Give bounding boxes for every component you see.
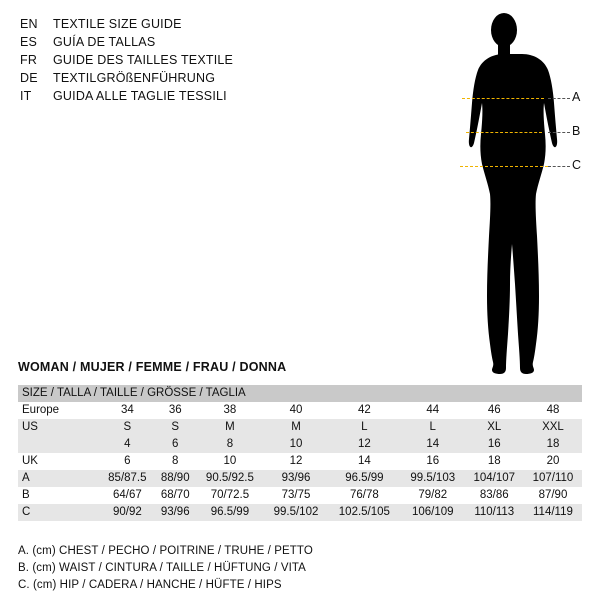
language-title: GUIDE DES TAILLES TEXTILE (53, 53, 234, 67)
table-cell: 6 (155, 436, 196, 453)
waist-leader-line (548, 132, 570, 133)
table-cell: 36 (155, 402, 196, 419)
language-row (20, 35, 280, 53)
table-cell: 93/96 (264, 470, 328, 487)
table-cell: M (264, 419, 328, 436)
language-title-list (20, 17, 280, 107)
table-cell: 34 (100, 402, 155, 419)
table-cell: 46 (465, 402, 524, 419)
row-label (18, 436, 100, 453)
marker-label-a: A (572, 90, 581, 104)
row-label: C (18, 504, 100, 521)
table-cell: 93/96 (155, 504, 196, 521)
table-cell: M (196, 419, 264, 436)
table-cell: 42 (328, 402, 401, 419)
language-code: DE (20, 71, 38, 85)
row-label: US (18, 419, 100, 436)
language-row (20, 53, 280, 71)
table-row (18, 453, 582, 470)
waist-measure-line (466, 132, 542, 133)
table-cell: 90.5/92.5 (196, 470, 264, 487)
row-label: A (18, 470, 100, 487)
table-caption: WOMAN / MUJER / FEMME / FRAU / DONNA (18, 360, 287, 374)
table-cell: 107/110 (524, 470, 582, 487)
table-row (18, 402, 582, 419)
table-cell: 85/87.5 (100, 470, 155, 487)
table-cell: 88/90 (155, 470, 196, 487)
table-cell: 4 (100, 436, 155, 453)
table-cell: 12 (264, 453, 328, 470)
table-cell: 104/107 (465, 470, 524, 487)
table-row (18, 436, 582, 453)
table-cell: L (328, 419, 401, 436)
legend-line-b: B. (cm) WAIST / CINTURA / TAILLE / HÜFTUNG / VITA (18, 562, 306, 574)
language-row (20, 89, 280, 107)
table-cell: 40 (264, 402, 328, 419)
table-cell: S (155, 419, 196, 436)
language-title: TEXTILE SIZE GUIDE (53, 17, 182, 31)
legend-line-c: C. (cm) HIP / CADERA / HANCHE / HÜFTE / HIPS (18, 579, 282, 591)
table-cell: L (401, 419, 465, 436)
table-cell: 102.5/105 (328, 504, 401, 521)
table-cell: 87/90 (524, 487, 582, 504)
table-cell: 73/75 (264, 487, 328, 504)
table-header-row (18, 385, 582, 402)
table-cell: 20 (524, 453, 582, 470)
table-cell: 96.5/99 (328, 470, 401, 487)
table-cell: 12 (328, 436, 401, 453)
row-label: B (18, 487, 100, 504)
table-cell: 79/82 (401, 487, 465, 504)
language-row (20, 71, 280, 89)
chest-measure-line (462, 98, 544, 99)
table-cell: 96.5/99 (196, 504, 264, 521)
table-row (18, 470, 582, 487)
table-cell: 10 (264, 436, 328, 453)
table-cell: 18 (465, 453, 524, 470)
table-cell: 48 (524, 402, 582, 419)
table-cell: 114/119 (524, 504, 582, 521)
table-cell: 64/67 (100, 487, 155, 504)
legend-line-a: A. (cm) CHEST / PECHO / POITRINE / TRUHE / PETTO (18, 545, 313, 557)
language-title: TEXTILGRÖßENFÜHRUNG (53, 71, 216, 85)
table-row (18, 504, 582, 521)
table-cell: 99.5/102 (264, 504, 328, 521)
table-cell: 90/92 (100, 504, 155, 521)
table-cell: S (100, 419, 155, 436)
language-code: IT (20, 89, 32, 103)
table-cell: XL (465, 419, 524, 436)
language-code: ES (20, 35, 38, 49)
table-cell: 16 (465, 436, 524, 453)
table-cell: 16 (401, 453, 465, 470)
table-cell: 10 (196, 453, 264, 470)
language-title: GUIDA ALLE TAGLIE TESSILI (53, 89, 227, 103)
female-silhouette-icon (430, 8, 590, 378)
row-label: Europe (18, 402, 100, 419)
language-title: GUÍA DE TALLAS (53, 35, 156, 49)
language-code: EN (20, 17, 38, 31)
female-body-figure (430, 8, 590, 378)
language-code: FR (20, 53, 38, 67)
table-row (18, 419, 582, 436)
measurement-legend (18, 543, 313, 594)
table-cell: 44 (401, 402, 465, 419)
table-cell: 8 (155, 453, 196, 470)
table-cell: 38 (196, 402, 264, 419)
table-cell: 68/70 (155, 487, 196, 504)
marker-label-b: B (572, 124, 581, 138)
table-cell: 106/109 (401, 504, 465, 521)
language-row (20, 17, 280, 35)
table-cell: 6 (100, 453, 155, 470)
table-cell: 83/86 (465, 487, 524, 504)
table-cell: 18 (524, 436, 582, 453)
table-cell: XXL (524, 419, 582, 436)
table-cell: 70/72.5 (196, 487, 264, 504)
size-table (18, 385, 582, 521)
table-cell: 14 (328, 453, 401, 470)
table-cell: 99.5/103 (401, 470, 465, 487)
table-cell: 76/78 (328, 487, 401, 504)
marker-label-c: C (572, 158, 582, 172)
table-cell: 110/113 (465, 504, 524, 521)
table-cell: 14 (401, 436, 465, 453)
hip-measure-line (460, 166, 548, 167)
row-label: UK (18, 453, 100, 470)
hip-leader-line (548, 166, 570, 167)
table-row (18, 487, 582, 504)
table-cell: 8 (196, 436, 264, 453)
table-header-label: SIZE / TALLA / TAILLE / GRÖSSE / TAGLIA (18, 385, 582, 402)
chest-leader-line (548, 98, 570, 99)
